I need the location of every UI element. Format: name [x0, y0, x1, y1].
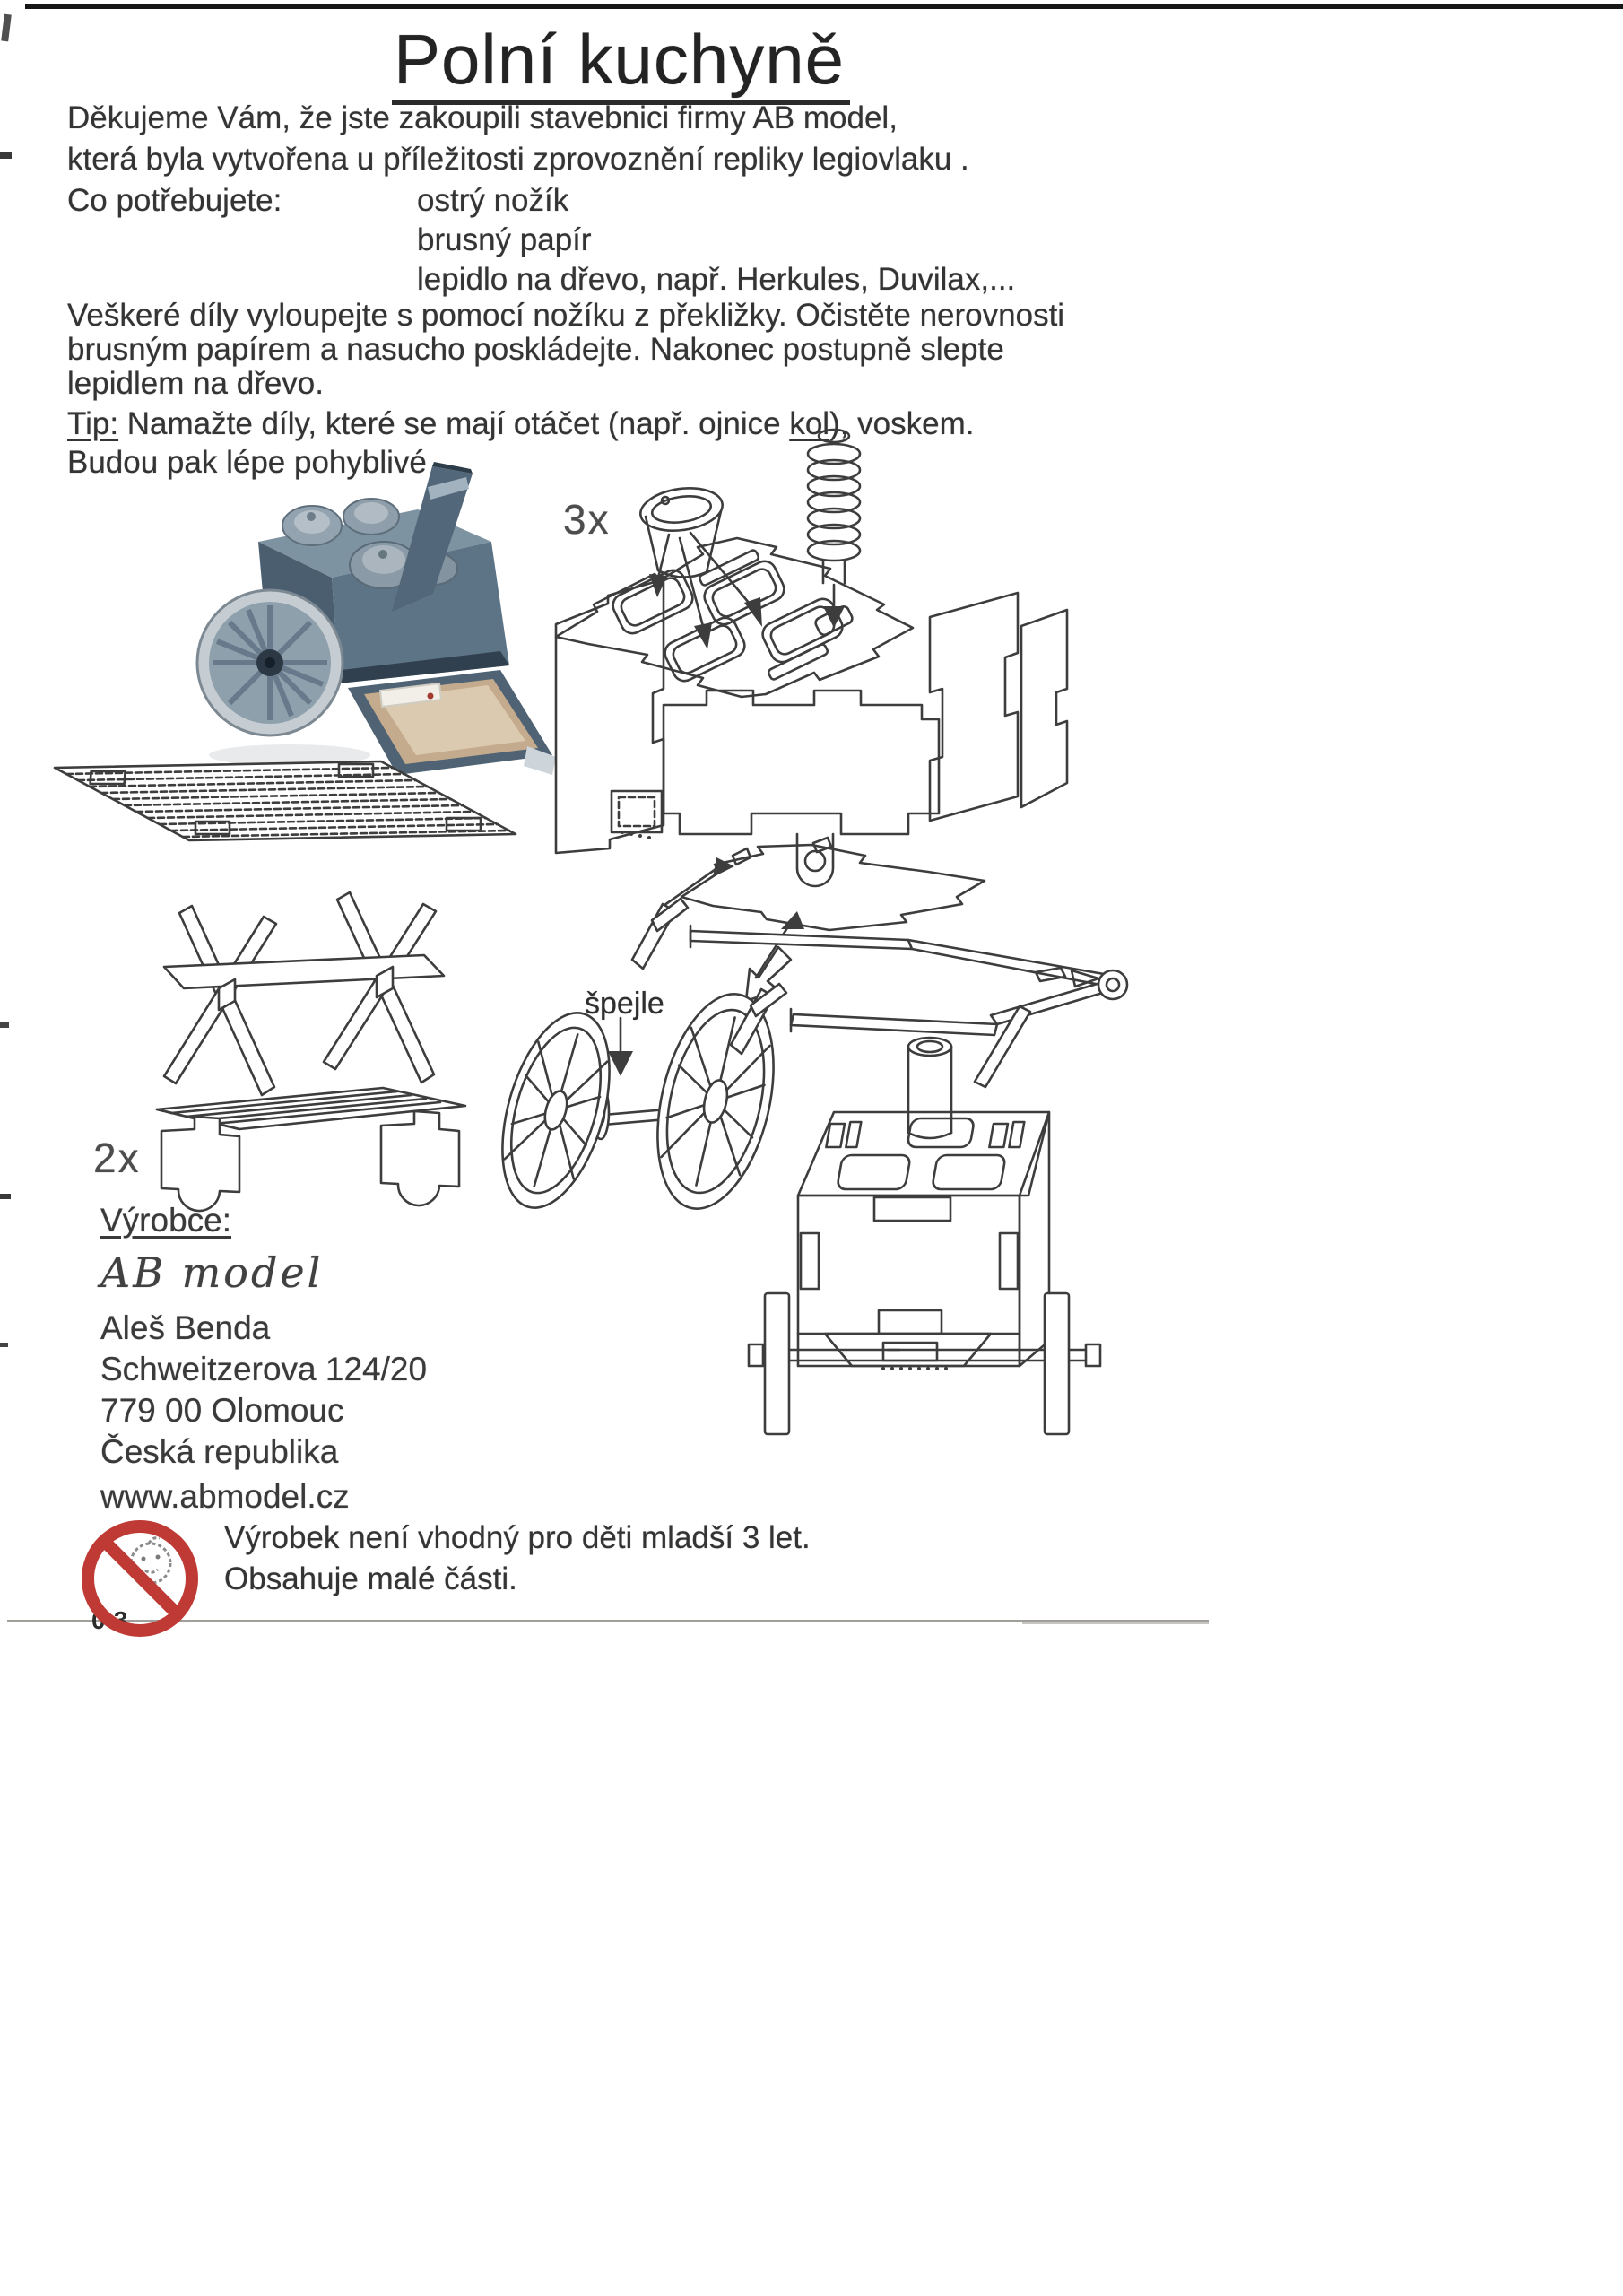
bench-legs [161, 1111, 459, 1211]
floor-plate [681, 838, 985, 930]
steps-line-2: brusným papírem a nasucho poskládejte. Nakonec postupně slepte [67, 332, 1004, 367]
page-title: Polní kuchyně [392, 23, 850, 105]
assembled-model-photo [204, 459, 590, 800]
quantity-label-2x: 2x [93, 1135, 141, 1181]
rear-body [798, 1112, 1049, 1370]
intro-line-1: Děkujeme Vám, že jste zakoupili stavebnici firmy AB model, [67, 100, 898, 135]
rear-roof [798, 1112, 1049, 1196]
needs-item-1: ostrý nožík [417, 183, 569, 218]
manufacturer-heading: Výrobce: [100, 1202, 232, 1239]
manufacturer-country: Česká republika [100, 1433, 339, 1470]
pot-part [638, 483, 725, 578]
scan-artifact-edge-tick [0, 152, 12, 159]
prohibition-ring [88, 1526, 192, 1631]
scan-artifact-edge-tick [0, 1194, 11, 1199]
rear-chimney [908, 1038, 951, 1138]
support-leg-arrows [661, 857, 804, 978]
rear-view-diagram [749, 1027, 1103, 1453]
manufacturer-name: Aleš Benda [100, 1309, 271, 1346]
tip-text-before: Namažte díly, které se mají otáčet (např. ojnice [118, 406, 790, 441]
tip-line-2: Budou pak lépe pohyblivé [67, 445, 427, 480]
scan-artifact-edge-tick [0, 1343, 8, 1347]
folding-table-diagram [43, 753, 532, 1112]
scan-artifact-corner-mark [1, 14, 12, 42]
scan-artifact-top-edge [25, 4, 1623, 9]
table-legs [164, 892, 444, 1095]
paper-bottom-edge-shadow [1022, 1622, 1209, 1624]
manufacturer-brand: AB model [100, 1248, 324, 1297]
top-plate-part [556, 538, 913, 697]
table-top [55, 761, 516, 840]
tip-word-kol: kol [789, 406, 830, 441]
tip-text-after: ), voskem. [829, 406, 975, 441]
intro-line-2: která byla vytvořena u příležitosti zprovoznění repliky legiovlaku . [67, 142, 969, 177]
manufacturer-city: 779 00 Olomouc [100, 1392, 344, 1429]
bench-diagram [85, 1081, 534, 1206]
rear-axle-wheels [749, 1293, 1100, 1434]
age-restriction-icon [77, 1514, 204, 1647]
spejle-label: špejle [585, 987, 664, 1021]
steps-line-1: Veškeré díly vyloupejte s pomocí nožíku z překližky. Očistěte nerovnosti [67, 298, 1065, 333]
needs-item-3: lepidlo na dřevo, např. Herkules, Duvilax,... [417, 262, 1016, 297]
warning-line-2: Obsahuje malé části. [224, 1561, 517, 1596]
needs-label: Co potřebujete: [67, 183, 282, 218]
manufacturer-website: www.abmodel.cz [100, 1478, 350, 1515]
scan-artifact-edge-tick [0, 1022, 9, 1028]
age-range-label: 0-3 [91, 1606, 128, 1634]
tip-label: Tip: [67, 406, 119, 441]
quantity-label-3x: 3x [563, 496, 611, 543]
model-wheel [197, 590, 343, 735]
steps-line-3: lepidlem na dřevo. [67, 366, 324, 401]
needs-item-2: brusný papír [417, 222, 592, 257]
spring-part [808, 430, 860, 628]
warning-line-1: Výrobek není vhodný pro děti mladší 3 let. [224, 1520, 811, 1555]
manufacturer-street: Schweitzerova 124/20 [100, 1351, 428, 1387]
